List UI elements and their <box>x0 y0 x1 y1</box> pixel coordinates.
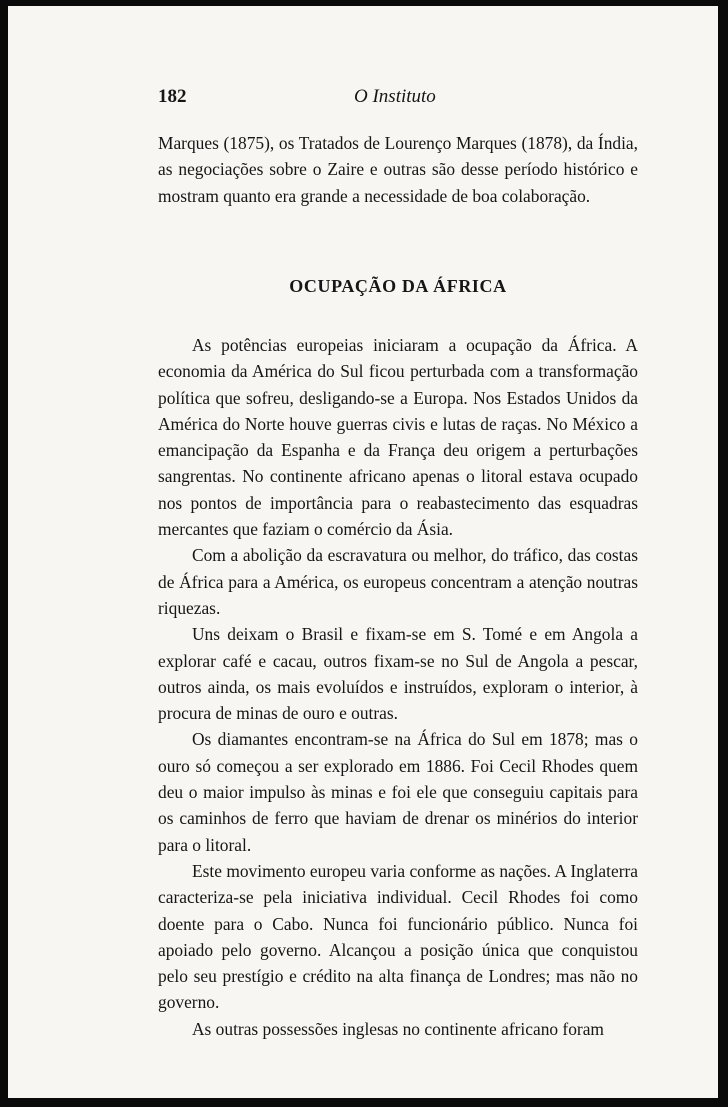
running-title: O Instituto <box>354 86 436 107</box>
intro-text-block <box>158 130 638 209</box>
paragraph: Este movimento europeu varia conforme as nações. A Inglaterra caracteriza-se pela iniciativa individual. Cecil Rhodes foi como doente para o Cabo. Nunca foi funcionário público. Nunca foi apoiado pelo governo. Alcançou a posição única que conquistou pelo seu prestígio e crédito na alta finança de Londres; mas não no governo. <box>158 860 638 1013</box>
paragraph: Uns deixam o Brasil e fixam-se em S. Tomé e em Angola a explorar café e cacau, outros fixam-se no Sul de Angola a pescar, outros ainda, os mais evoluídos e instruídos, exploram o interior, à procura de minas de ouro e outras. <box>158 624 638 724</box>
book-page <box>8 6 718 1098</box>
paragraph: As potências europeias iniciaram a ocupação da África. A economia da América do Sul ficou perturbada com a transformação política que sofreu, desligando-se a Europa. Nos Estados Unidos da América do Norte houve guerras civis e lutas de raças. No México a emancipação da Espanha e da França deu origem a perturbações sangrentas. No continente africano apenas o litoral estava ocupado nos pontos de importância para o reabastecimento das esquadras mercantes que faziam o comércio da Ásia. <box>158 335 638 540</box>
page-number: 182 <box>158 86 187 107</box>
section-body <box>158 332 638 1042</box>
paragraph: Com a abolição da escravatura ou melhor, do tráfico, das costas de África para a América, os europeus concentram a atenção noutras riquezas. <box>158 545 638 618</box>
paragraph: Os diamantes encontram-se na África do Sul em 1878; mas o ouro só começou a ser explorado em 1886. Foi Cecil Rhodes quem deu o maior impulso às minas e foi ele que conseguiu capitais para os caminhos de ferro que haviam de drenar os minérios do interior para o litoral. <box>158 729 638 855</box>
section-heading: OCUPAÇÃO DA ÁFRICA <box>289 276 507 296</box>
paragraph-continued: As outras possessões inglesas no continente africano foram <box>192 1018 604 1039</box>
intro-paragraph: Marques (1875), os Tratados de Lourenço Marques (1878), da Índia, as negociações sobre o Zaire e outras são desse período histórico e mostram quanto era grande a necessidade de boa colaboração. <box>158 133 638 206</box>
